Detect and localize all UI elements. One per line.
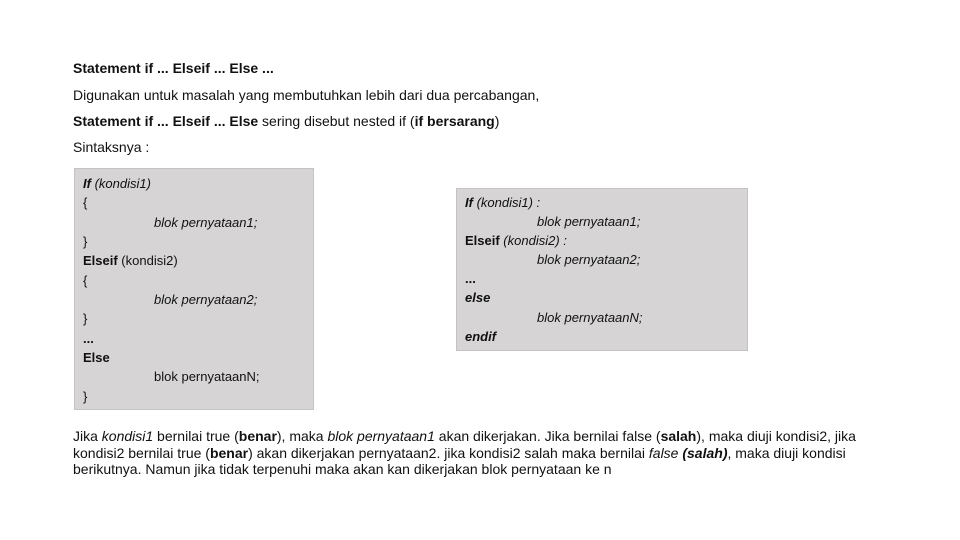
code-block-braces (74, 168, 314, 410)
benar-term: benar (238, 428, 277, 444)
blok-pernyataan1-term: blok pernyataan1 (327, 428, 435, 444)
open-brace-1: { (83, 195, 88, 210)
heading: Statement if ... Elseif ... Else ... (73, 60, 274, 76)
endif-keyword: endif (465, 329, 497, 344)
description-line-1: Digunakan untuk masalah yang membutuhkan lebih dari dua percabangan, (73, 87, 540, 103)
explanation-paragraph (73, 428, 893, 478)
close-paren: ) (494, 113, 500, 129)
statement-1-colon: blok pernyataan1; (537, 214, 641, 229)
false-term: false (648, 444, 679, 461)
salah-term-2: (salah) (678, 444, 728, 461)
statement-2: blok pernyataan2; (154, 292, 258, 307)
statement-2-colon: blok pernyataan2; (537, 252, 641, 267)
if-condition: (kondisi1) (90, 176, 151, 191)
code-block-colon (456, 188, 748, 351)
elseif-condition: (kondisi2) (117, 253, 178, 268)
close-brace-1: } (83, 234, 88, 249)
code-elseif-line (83, 251, 178, 270)
explanation-text: , maka diuji kondisi berikutnya. Namun jika tidak terpenuhi maka akan kan dikerjakan blok pernyataan ke n (73, 444, 846, 477)
kondisi1-term: kondisi1 (101, 428, 154, 444)
nested-text: sering disebut nested if ( (258, 113, 415, 129)
ellipsis-colon: ... (465, 271, 476, 286)
code-if-line (83, 174, 151, 193)
elseif-condition-colon: (kondisi2) : (499, 233, 567, 248)
explanation-text: ), maka diuji kondisi2, jika kondisi2 bernilai true ( (73, 428, 856, 461)
description-line-2 (73, 113, 499, 129)
if-condition-colon: (kondisi1) : (472, 195, 541, 210)
else-keyword: Else (83, 350, 110, 365)
benar-term-2: benar (209, 444, 249, 461)
explanation-text: ), maka (276, 428, 328, 444)
explanation-text: Jika (73, 428, 102, 444)
close-brace-3: } (83, 389, 88, 404)
statement-n-colon: blok pernyataanN; (537, 310, 643, 325)
close-brace-2: } (83, 311, 88, 326)
statement-1: blok pernyataan1; (154, 215, 258, 230)
statement-term: Statement if ... Elseif ... Else (73, 113, 259, 129)
code-if-line-colon (465, 193, 540, 212)
open-brace-2: { (83, 273, 88, 288)
ellipsis: ... (83, 331, 94, 346)
elseif-keyword: Elseif (83, 253, 118, 268)
if-keyword: If (83, 176, 91, 191)
elseif-keyword-colon: Elseif (465, 233, 500, 248)
statement-n: blok pernyataanN; (154, 369, 260, 384)
explanation-text: ) akan dikerjakan pernyataan2. jika kondisi2 salah maka bernilai (248, 444, 649, 461)
explanation-text: bernilai true ( (153, 428, 239, 444)
sintaks-label: Sintaksnya : (73, 139, 150, 155)
if-keyword-colon: If (465, 195, 473, 210)
if-bersarang-term: if bersarang (414, 113, 495, 129)
else-keyword-colon: else (465, 290, 491, 305)
salah-term: salah (660, 428, 697, 444)
explanation-text: akan dikerjakan. Jika bernilai false ( (434, 428, 661, 444)
code-elseif-line-colon (465, 231, 567, 250)
